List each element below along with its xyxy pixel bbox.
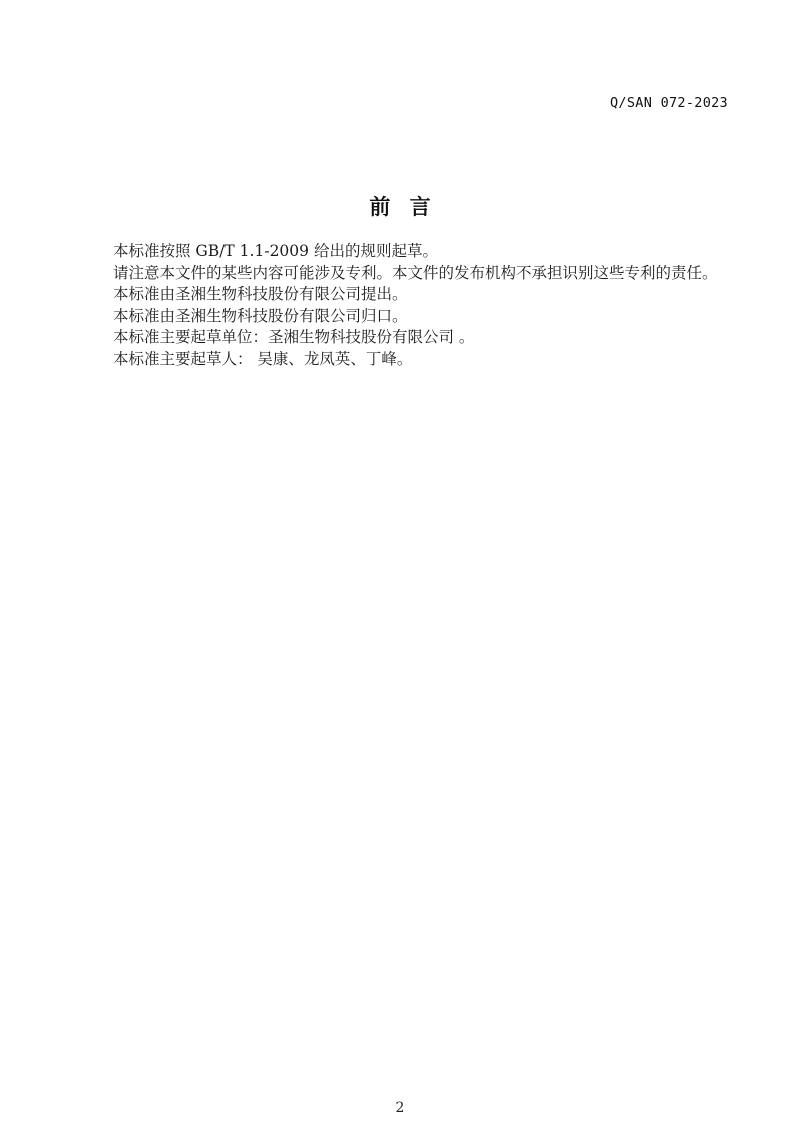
foreword-line-drafting-rules: 本标准按照 GB/T 1.1-2009 给出的规则起草。 xyxy=(113,242,438,260)
foreword-body xyxy=(113,241,753,371)
foreword-line-under-jurisdiction: 本标准由圣湘生物科技股份有限公司归口。 xyxy=(113,306,408,325)
foreword-line-patent-notice: 请注意本文件的某些内容可能涉及专利。本文件的发布机构不承担识别这些专利的责任。 xyxy=(113,263,718,282)
foreword-line-drafters: 本标准主要起草人： 吴康、龙凤英、丁峰。 xyxy=(113,349,413,368)
foreword-title: 前 言 xyxy=(369,194,431,219)
standard-number-header: Q/SAN 072-2023 xyxy=(610,95,728,111)
page-number: 2 xyxy=(395,1100,405,1116)
foreword-line-proposed-by: 本标准由圣湘生物科技股份有限公司提出。 xyxy=(113,285,408,304)
foreword-line-drafting-unit: 本标准主要起草单位：圣湘生物科技股份有限公司 。 xyxy=(113,328,475,347)
